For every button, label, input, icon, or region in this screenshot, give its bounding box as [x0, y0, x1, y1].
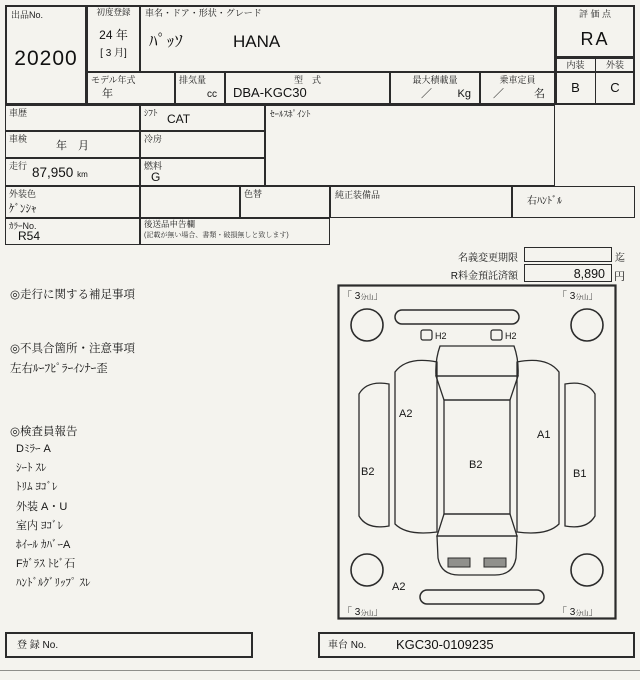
model-code-label: 型 式	[293, 75, 321, 85]
score-value: RA	[580, 29, 610, 49]
blank-cell	[140, 186, 240, 218]
hood-panel	[436, 346, 518, 376]
capacity-unit: 名	[534, 87, 545, 100]
first-registration-month: [ 3 月]	[100, 48, 127, 59]
tread-mark-front-right: 「 3分山」	[557, 291, 599, 302]
color-number-label: ｶﾗｰNo.	[9, 221, 37, 231]
tread-mark-front-left: 「 3分山」	[342, 291, 384, 302]
capacity-cell	[480, 72, 555, 105]
recolor-label: 色替	[244, 189, 263, 199]
damage-label-a1-right: A1	[537, 429, 551, 441]
damage-label-b1-right: B1	[573, 468, 587, 480]
exterior-grade: C	[610, 80, 620, 95]
first-registration-label: 初度登録	[96, 7, 131, 17]
mileage-unit: km	[77, 170, 88, 179]
mileage-label: 走行	[9, 161, 28, 171]
damage-label-a2-rear: A2	[392, 581, 406, 593]
rear-garnish	[484, 558, 506, 567]
model-year-cell	[87, 72, 175, 105]
steering-value: 右ﾊﾝﾄﾞﾙ	[527, 196, 562, 207]
fuel-cell	[140, 158, 265, 186]
deposit-label: R料金預託済額	[450, 271, 518, 282]
score-box	[555, 5, 635, 58]
history-label: 車歴	[9, 108, 28, 118]
right-door-panel	[517, 360, 559, 533]
exterior-color-value: ｹﾞﾝｼｬ	[9, 203, 37, 215]
exterior-color-label: 外装色	[9, 189, 37, 199]
max-load-label: 最大積載量	[412, 75, 458, 85]
displacement-cell	[175, 72, 225, 105]
right-quarter-panel	[565, 383, 595, 527]
model-code-cell	[225, 72, 390, 105]
inspector-report-list	[16, 440, 91, 594]
ac-cell	[140, 131, 265, 158]
wheel-rear-right	[571, 554, 603, 586]
steering-cell	[512, 186, 635, 218]
inspection-value: 年 月	[56, 140, 89, 152]
car-name-header-label: 車名・ドア・形状・グレード	[145, 8, 262, 18]
transfer-deadline-suffix: 迄	[615, 253, 625, 264]
capacity-slash: ／	[493, 87, 504, 100]
inspection-cell	[5, 131, 140, 158]
car-grade-value: HANA	[233, 32, 281, 51]
rear-bumper	[420, 590, 544, 604]
score-label: 評 価 点	[578, 9, 611, 19]
inspector-report-item: ﾄﾘﾑ ﾖｺﾞﾚ	[16, 481, 58, 494]
sales-point-label: ｾｰﾙｽﾎﾟｲﾝﾄ	[270, 109, 311, 119]
lot-number-value: 20200	[14, 47, 78, 70]
tread-mark-rear-right: 「 3分山」	[557, 607, 599, 618]
inspector-report-item: ﾊﾝﾄﾞﾙｸﾞﾘｯﾌﾟ ｽﾚ	[16, 577, 91, 590]
first-registration-cell	[87, 5, 140, 72]
mileage-value-row	[32, 166, 88, 181]
fuel-label: 燃料	[144, 161, 163, 171]
interior-grade: B	[571, 80, 580, 95]
max-load-unit: Kg	[457, 87, 471, 100]
license-plate	[448, 558, 470, 567]
fuel-value: G	[151, 170, 161, 184]
left-quarter-panel	[359, 383, 389, 527]
mileage-note-title: ◎走行に関する補足事項	[10, 289, 136, 301]
trunk-panel	[437, 536, 517, 575]
mileage-cell	[5, 158, 140, 186]
wheel-front-right	[571, 309, 603, 341]
interior-header: 内装	[566, 60, 585, 70]
inspector-title: ◎検査員報告	[10, 426, 78, 438]
transfer-deadline-box	[524, 247, 612, 262]
shift-value: CAT	[167, 112, 191, 126]
rear-window	[437, 514, 517, 536]
chassis-value: KGC30-0109235	[396, 637, 494, 652]
deposit-value: 8,890	[573, 267, 605, 281]
defect-title: ◎不具合箇所・注意事項	[10, 343, 136, 355]
registration-label: 登 録 No.	[17, 640, 59, 651]
left-door-panel	[395, 360, 437, 533]
model-year-value: 年	[102, 87, 113, 100]
chassis-box	[318, 632, 635, 658]
model-code-value: DBA-KGC30	[233, 84, 307, 100]
h2-marker-box-left	[421, 330, 432, 340]
later-items-label: 後送品申告欄	[144, 219, 196, 229]
max-load-slash: ／	[421, 87, 432, 100]
color-number-cell	[5, 218, 140, 245]
windshield	[436, 376, 518, 400]
inspector-report-item: Fｶﾞﾗｽ ﾄﾋﾞ石	[16, 558, 76, 571]
exterior-header-cell	[595, 58, 635, 72]
capacity-label: 乗車定員	[499, 75, 536, 85]
exterior-grade-cell	[595, 72, 635, 105]
inspector-report-item: 室内 ﾖｺﾞﾚ	[16, 519, 64, 532]
front-bumper	[395, 310, 519, 324]
roof-panel	[444, 400, 510, 514]
car-name-cell	[140, 5, 555, 72]
tread-mark-rear-left: 「 3分山」	[342, 607, 384, 618]
wheel-front-left	[351, 309, 383, 341]
chassis-label: 車台 No.	[328, 640, 367, 651]
car-damage-diagram	[337, 284, 617, 620]
inspector-report-item: ｼｰﾄ ｽﾚ	[16, 462, 47, 475]
registration-box	[5, 632, 253, 658]
deposit-box	[524, 264, 612, 282]
exterior-color-cell	[5, 186, 140, 218]
later-items-note: (記載が無い場合、書類・破損無しと致します)	[144, 232, 289, 239]
h2-right-label: H2	[505, 331, 517, 341]
first-registration-year: 24 年	[99, 28, 128, 42]
equipment-label: 純正装備品	[335, 190, 381, 200]
displacement-label: 排気量	[179, 75, 207, 85]
sales-point-cell	[265, 105, 555, 186]
damage-label-a2-left: A2	[399, 408, 413, 420]
shift-cell	[140, 105, 265, 131]
equipment-cell	[330, 186, 512, 218]
h2-marker-box-right	[491, 330, 502, 340]
interior-header-cell	[555, 58, 596, 72]
shift-label: ｼﾌﾄ	[144, 108, 158, 118]
exterior-header: 外装	[605, 60, 624, 70]
max-load-cell	[390, 72, 480, 105]
h2-left-label: H2	[435, 331, 447, 341]
displacement-value: cc	[207, 89, 217, 100]
mileage-value: 87,950	[32, 165, 74, 180]
defect-line: 左右ﾙｰﾌﾋﾟﾗｰｲﾝﾅｰ歪	[10, 363, 108, 375]
history-cell	[5, 105, 140, 131]
lot-number-box	[5, 5, 87, 105]
damage-label-b2-roof: B2	[469, 459, 483, 471]
transfer-deadline-label: 名義変更期限	[458, 253, 518, 264]
inspector-report-item: Dﾐﾗｰ A	[16, 443, 51, 455]
model-year-label: モデル年式	[91, 75, 136, 85]
wheel-rear-left	[351, 554, 383, 586]
color-number-value: R54	[18, 229, 41, 243]
inspector-report-item: 外装 A・U	[16, 500, 68, 513]
deposit-unit: 円	[614, 271, 625, 283]
interior-grade-cell	[555, 72, 596, 105]
bottom-divider	[0, 670, 640, 671]
recolor-cell	[240, 186, 330, 218]
inspector-report-item: ﾎｲｰﾙ ｶﾊﾞｰA	[16, 539, 71, 552]
inspection-label: 車検	[9, 134, 28, 144]
ac-label: 冷房	[144, 134, 163, 144]
lot-number-label: 出品No.	[11, 10, 44, 20]
later-items-cell	[140, 218, 330, 245]
damage-label-b2-left: B2	[361, 466, 375, 478]
car-name-value: ﾊﾟｯｿ	[149, 32, 183, 51]
